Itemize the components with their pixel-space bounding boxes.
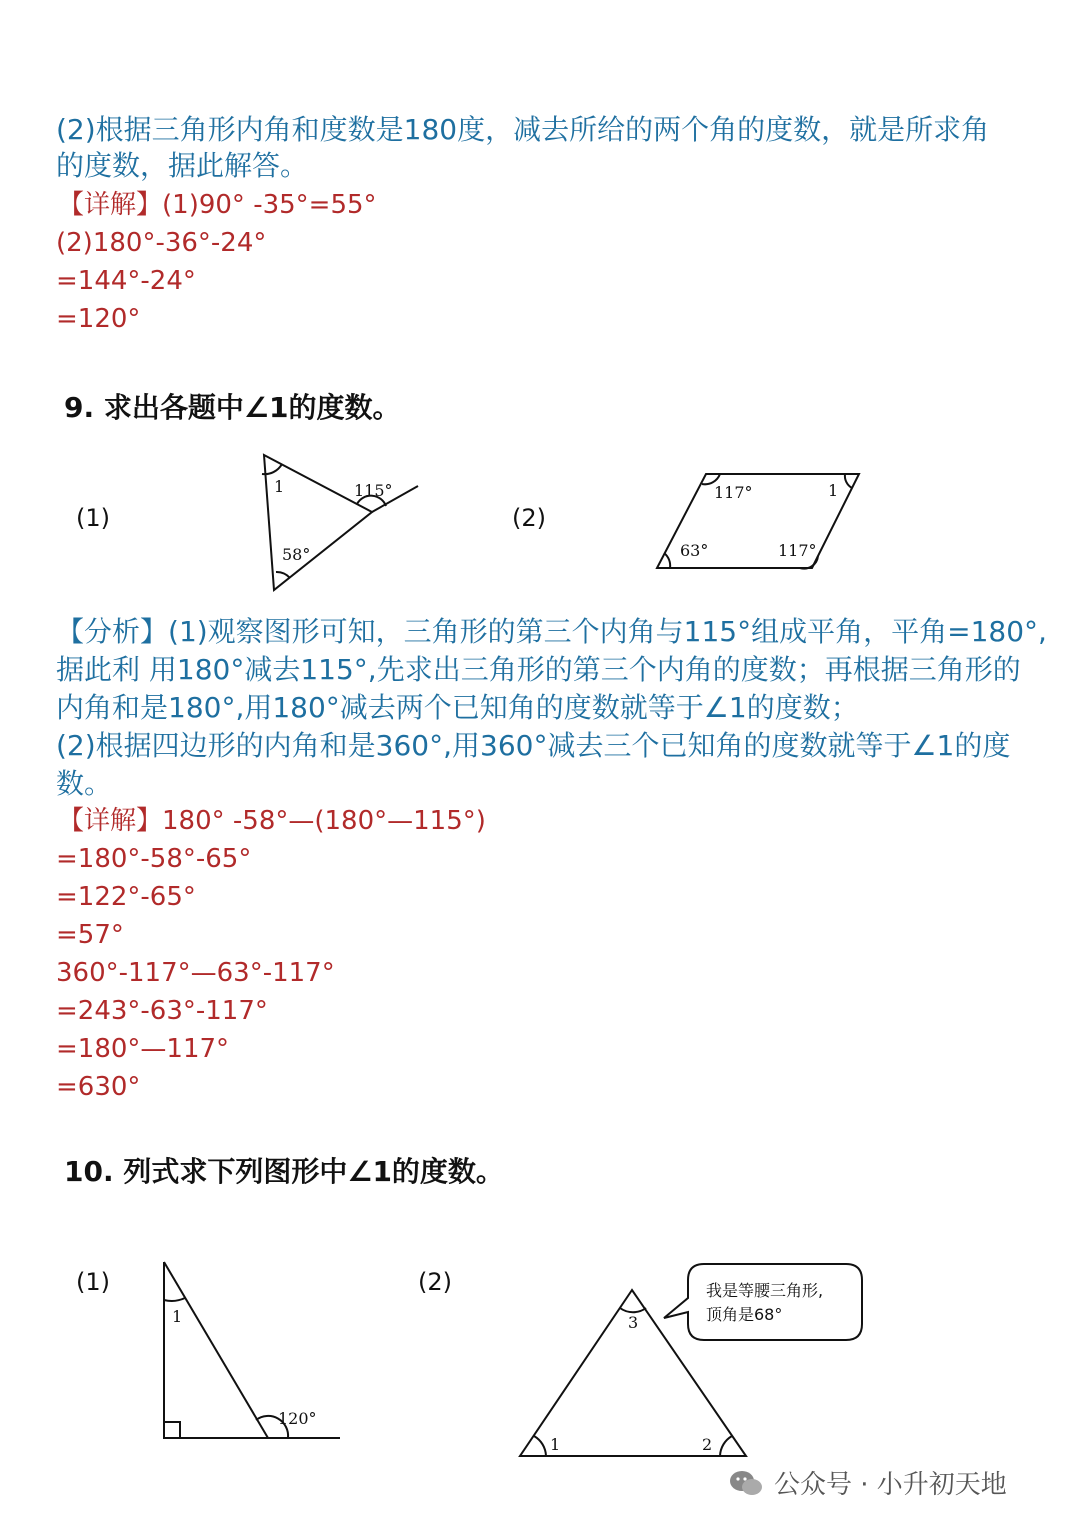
q9-fig1-angle-bottom: 58°: [282, 545, 311, 564]
q9-detail-line: [58, 808, 486, 834]
angle-arc: [534, 1436, 546, 1456]
q9-triangle: [264, 455, 372, 590]
q10-hypotenuse: [164, 1262, 268, 1438]
angle-arc: [620, 1308, 646, 1312]
q9-label-1: (1): [76, 504, 110, 532]
angle-arc: [720, 1436, 732, 1456]
detail-tag: 【详解】: [58, 190, 163, 220]
q9-fig2-angle-bl: 63°: [680, 541, 709, 560]
angle-arc: [664, 553, 670, 568]
q9-detail-line: =630°: [56, 1072, 141, 1102]
detail-tag: 【详解】: [58, 806, 163, 836]
q9-fig1-angle-ext: 115°: [354, 481, 393, 500]
q10-label-2: (2): [418, 1268, 452, 1296]
watermark-text: 公众号 · 小升初天地: [774, 1470, 1007, 1500]
q8-analysis-line: (2)根据三角形内角和度数是180度，减去所给的两个角的度数，就是所求角: [56, 113, 990, 146]
q9-fig1-angle-top: 1: [274, 477, 285, 496]
q8-detail-line: =120°: [56, 304, 141, 334]
analysis-text: (1)观察图形可知，三角形的第三个内角与115°组成平角，平角=180°,: [168, 615, 1047, 648]
q9-fig2-angle-tl: 117°: [714, 483, 753, 502]
q9-detail-line: =57°: [56, 920, 124, 950]
q8-detail-line: [58, 192, 377, 218]
q9-fig2-angle-br: 117°: [778, 541, 817, 560]
q9-analysis-line: 数。: [56, 767, 113, 800]
q9-detail-line: 360°-117°—63°-117°: [56, 958, 335, 988]
q8-analysis-line: 的度数，据此解答。: [56, 149, 309, 182]
q10-fig2-angle-left: 1: [550, 1435, 561, 1454]
q9-parallelogram: [657, 474, 859, 568]
q9-detail-line: =243°-63°-117°: [56, 996, 268, 1026]
q9-extension-line: [372, 486, 418, 512]
q10-fig1-angle-ext: 120°: [278, 1409, 317, 1428]
q8-detail-line: (2)180°-36°-24°: [56, 228, 267, 258]
q9-analysis-line: 内角和是180°,用180°减去两个已知角的度数就等于∠1的度数；: [56, 691, 859, 724]
q9-detail-line: =180°—117°: [56, 1034, 230, 1064]
q8-detail-line: =144°-24°: [56, 266, 196, 296]
q9-detail-line: =122°-65°: [56, 882, 196, 912]
q9-title: 9. 求出各题中∠1的度数。: [64, 391, 401, 424]
bubble-text: 我是等腰三角形,: [706, 1281, 824, 1300]
angle-arc: [800, 556, 818, 569]
speech-bubble: [664, 1264, 862, 1340]
q9-label-2: (2): [512, 504, 546, 532]
angle-arc: [845, 474, 852, 488]
angle-arc: [702, 474, 720, 484]
angle-arc: [357, 496, 386, 506]
q10-isosceles-triangle: [520, 1290, 746, 1456]
right-angle-mark: [164, 1422, 180, 1438]
detail-text: (1)90° -35°=55°: [162, 190, 377, 220]
analysis-tag: 【分析】: [56, 615, 169, 648]
q10-fig1-angle-top: 1: [172, 1307, 183, 1326]
q9-analysis-line: (2)根据四边形的内角和是360°,用360°减去三个已知角的度数就等于∠1的度: [56, 729, 1011, 762]
angle-arc: [164, 1298, 185, 1301]
q9-detail-line: =180°-58°-65°: [56, 844, 252, 874]
watermark: [728, 1464, 1007, 1501]
angle-arc: [262, 464, 282, 474]
wechat-icon: [728, 1468, 764, 1498]
q9-fig2-angle-tr: 1: [828, 481, 839, 500]
angle-arc: [256, 1416, 288, 1438]
q10-title: 10. 列式求下列图形中∠1的度数。: [64, 1155, 504, 1188]
bubble-text: 顶角是68°: [706, 1305, 783, 1324]
q9-analysis-line: [56, 615, 1047, 648]
q9-analysis-line: 据此利 用180°减去115°,先求出三角形的第三个内角的度数；再根据三角形的: [56, 653, 1021, 686]
angle-arc: [276, 572, 290, 578]
q10-fig2-angle-top: 3: [628, 1313, 639, 1332]
q10-fig2-angle-right: 2: [702, 1435, 713, 1454]
detail-text: 180° -58°—(180°—115°): [162, 806, 486, 836]
q10-label-1: (1): [76, 1268, 110, 1296]
